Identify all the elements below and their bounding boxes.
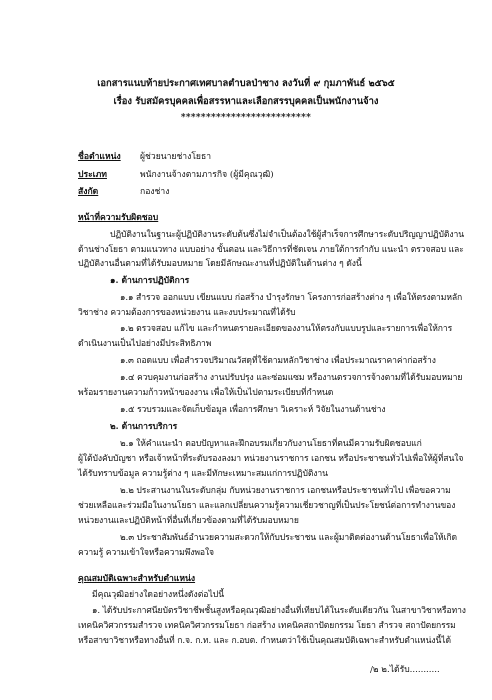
- position-name-value: ผู้ช่วยนายช่างโยธา: [140, 152, 212, 162]
- page-continuation: /๒ ๒.ได้รับ...........: [370, 665, 440, 675]
- item-1-3: ๑.๓ ถอดแบบ เพื่อสำรวจปริมาณวัสดุที่ใช้ตามหลักวิชาช่าง เพื่อประมาณราคาค่าก่อสร้าง: [120, 356, 436, 366]
- item-1-2-line-2: ดำเนินงานเป็นไปอย่างมีประสิทธิภาพ: [78, 339, 212, 349]
- doc-header-line-2: เรื่อง รับสมัครบุคคลเพื่อสรรหาและเลือกสรรบุคคลเป็นพนักงานจ้าง: [113, 96, 379, 107]
- qualifications-heading: คุณสมบัติเฉพาะสำหรับตำแหน่ง: [78, 574, 196, 584]
- duties-heading: หน้าที่ความรับผิดชอบ: [78, 213, 159, 223]
- item-2-1-line-2: ผู้ใต้บังคับบัญชา หรือเจ้าหน้าที่ระดับรองลงมา หน่วยงานราชการ เอกชน หรือประชาชนทั่วไปเพื่อให้ผู้ที่สนใจ: [78, 454, 464, 464]
- item-2-2-line-2: ช่วยเหลือและร่วมมือในงานโยธา และแลกเปลี่ยนความรู้ความเชี่ยวชาญที่เป็นประโยชน์ต่อการทำงานของ: [78, 501, 456, 511]
- position-name-label: ชื่อตำแหน่ง: [78, 152, 121, 162]
- duties-intro-line-1: ปฏิบัติงานในฐานะผู้ปฏิบัติงานระดับต้นซึ่งไม่จำเป็นต้องใช้ผู้สำเร็จการศึกษาระดับปริญญาปฏิบัติงาน: [110, 230, 464, 240]
- duties-intro-line-2: ด้านช่างโยธา ตามแนวทาง แบบอย่าง ขั้นตอน และวิธีการที่ชัดเจน ภายใต้การกำกับ แนะนำ ตรวจสอบ และ: [78, 245, 464, 255]
- item-2-3-line-2: ความรู้ ความเข้าใจหรือความพึงพอใจ: [78, 548, 214, 558]
- item-2-3-line-1: ๒.๓ ประชาสัมพันธ์อำนวยความสะดวกให้กับประชาชน และผู้มาติดต่องานด้านโยธาเพื่อให้เกิด: [120, 533, 458, 543]
- section-1-title: ๑. ด้านการปฏิบัติการ: [110, 276, 190, 286]
- qualification-1-line-1: ๑. ได้รับประกาศนียบัตรวิชาชีพชั้นสูงหรือคุณวุฒิอย่างอื่นที่เทียบได้ในระดับเดียวกัน ในสาขาวิชาหรือทาง: [92, 606, 466, 616]
- item-2-1-line-3: ได้รับทราบข้อมูล ความรู้ต่าง ๆ และมีทักษะเหมาะสมแก่การปฏิบัติงาน: [78, 469, 328, 479]
- item-1-5: ๑.๕ รวบรวมและจัดเก็บข้อมูล เพื่อการศึกษา วิเคราะห์ วิจัยในงานด้านช่าง: [120, 405, 386, 415]
- doc-header-stars: **************************: [180, 113, 312, 123]
- doc-header-line-1: เอกสารแนบท้ายประกาศเทศบาลตำบลป่าซาง ลงวันที่ ๙ กุมภาพันธ์ ๒๕๖๕: [97, 78, 395, 89]
- item-1-2-line-1: ๑.๒ ตรวจสอบ แก้ไข และกำหนดรายละเอียดของงานให้ตรงกับแบบรูปและรายการเพื่อให้การ: [120, 324, 453, 334]
- item-2-2-line-1: ๒.๒ ประสานงานในระดับกลุ่ม กับหน่วยงานราชการ เอกชนหรือประชาชนทั่วไป เพื่อขอความ: [120, 486, 451, 496]
- item-1-1-line-1: ๑.๑ สำรวจ ออกแบบ เขียนแบบ ก่อสร้าง บำรุงรักษา โครงการก่อสร้างต่าง ๆ เพื่อให้ตรงตามหลัก: [120, 293, 463, 303]
- item-2-1-line-1: ๒.๑ ให้คำแนะนำ ตอบปัญหาและฝึกอบรมเกี่ยวกับงานโยธาที่ตนมีความรับผิดชอบแก่: [120, 439, 422, 449]
- position-dept-value: กองช่าง: [140, 187, 170, 197]
- position-dept-label: สังกัด: [78, 187, 99, 197]
- qualification-1-line-2: เทคนิควิศวกรรมสำรวจ เทคนิควิศวกรรมโยธา ก่อสร้าง เทคนิคสถาปัตยกรรม โยธา สำรวจ สถาปัตยกรรม: [78, 621, 456, 631]
- section-2-title: ๒. ด้านการบริการ: [110, 422, 178, 432]
- qualifications-intro: มีคุณวุฒิอย่างใดอย่างหนึ่งดังต่อไปนี้: [92, 590, 225, 600]
- item-2-2-line-3: หน่วยงานและปฏิบัติหน้าที่อื่นที่เกี่ยวข้องตามที่ได้รับมอบหมาย: [78, 516, 299, 526]
- item-1-4-line-2: พร้อมรายงานความก้าวหน้าของงาน เพื่อให้เป็นไปตามระเบียบที่กำหนด: [78, 388, 334, 398]
- qualification-1-line-3: หรือสาขาวิชาหรือทางอื่นที่ ก.จ. ก.ท. และ ก.อบต. กำหนดว่าใช้เป็นคุณสมบัติเฉพาะสำหรับตำแหน่งนี้ได้: [78, 636, 451, 646]
- position-type-label: ประเภท: [78, 170, 107, 180]
- item-1-1-line-2: วิชาช่าง ความต้องการของหน่วยงาน และงบประมาณที่ได้รับ: [78, 308, 296, 318]
- duties-intro-line-3: ปฏิบัติงานอื่นตามที่ได้รับมอบหมาย โดยมีลักษณะงานที่ปฏิบัติในด้านต่าง ๆ ดังนี้: [78, 259, 362, 269]
- position-type-value: พนักงานจ้างตามภารกิจ (ผู้มีคุณวุฒิ): [140, 170, 274, 180]
- item-1-4-line-1: ๑.๔ ควบคุมงานก่อสร้าง งานปรับปรุง และซ่อมแซม หรืองานตรวจการจ้างตามที่ได้รับมอบหมาย: [120, 373, 463, 383]
